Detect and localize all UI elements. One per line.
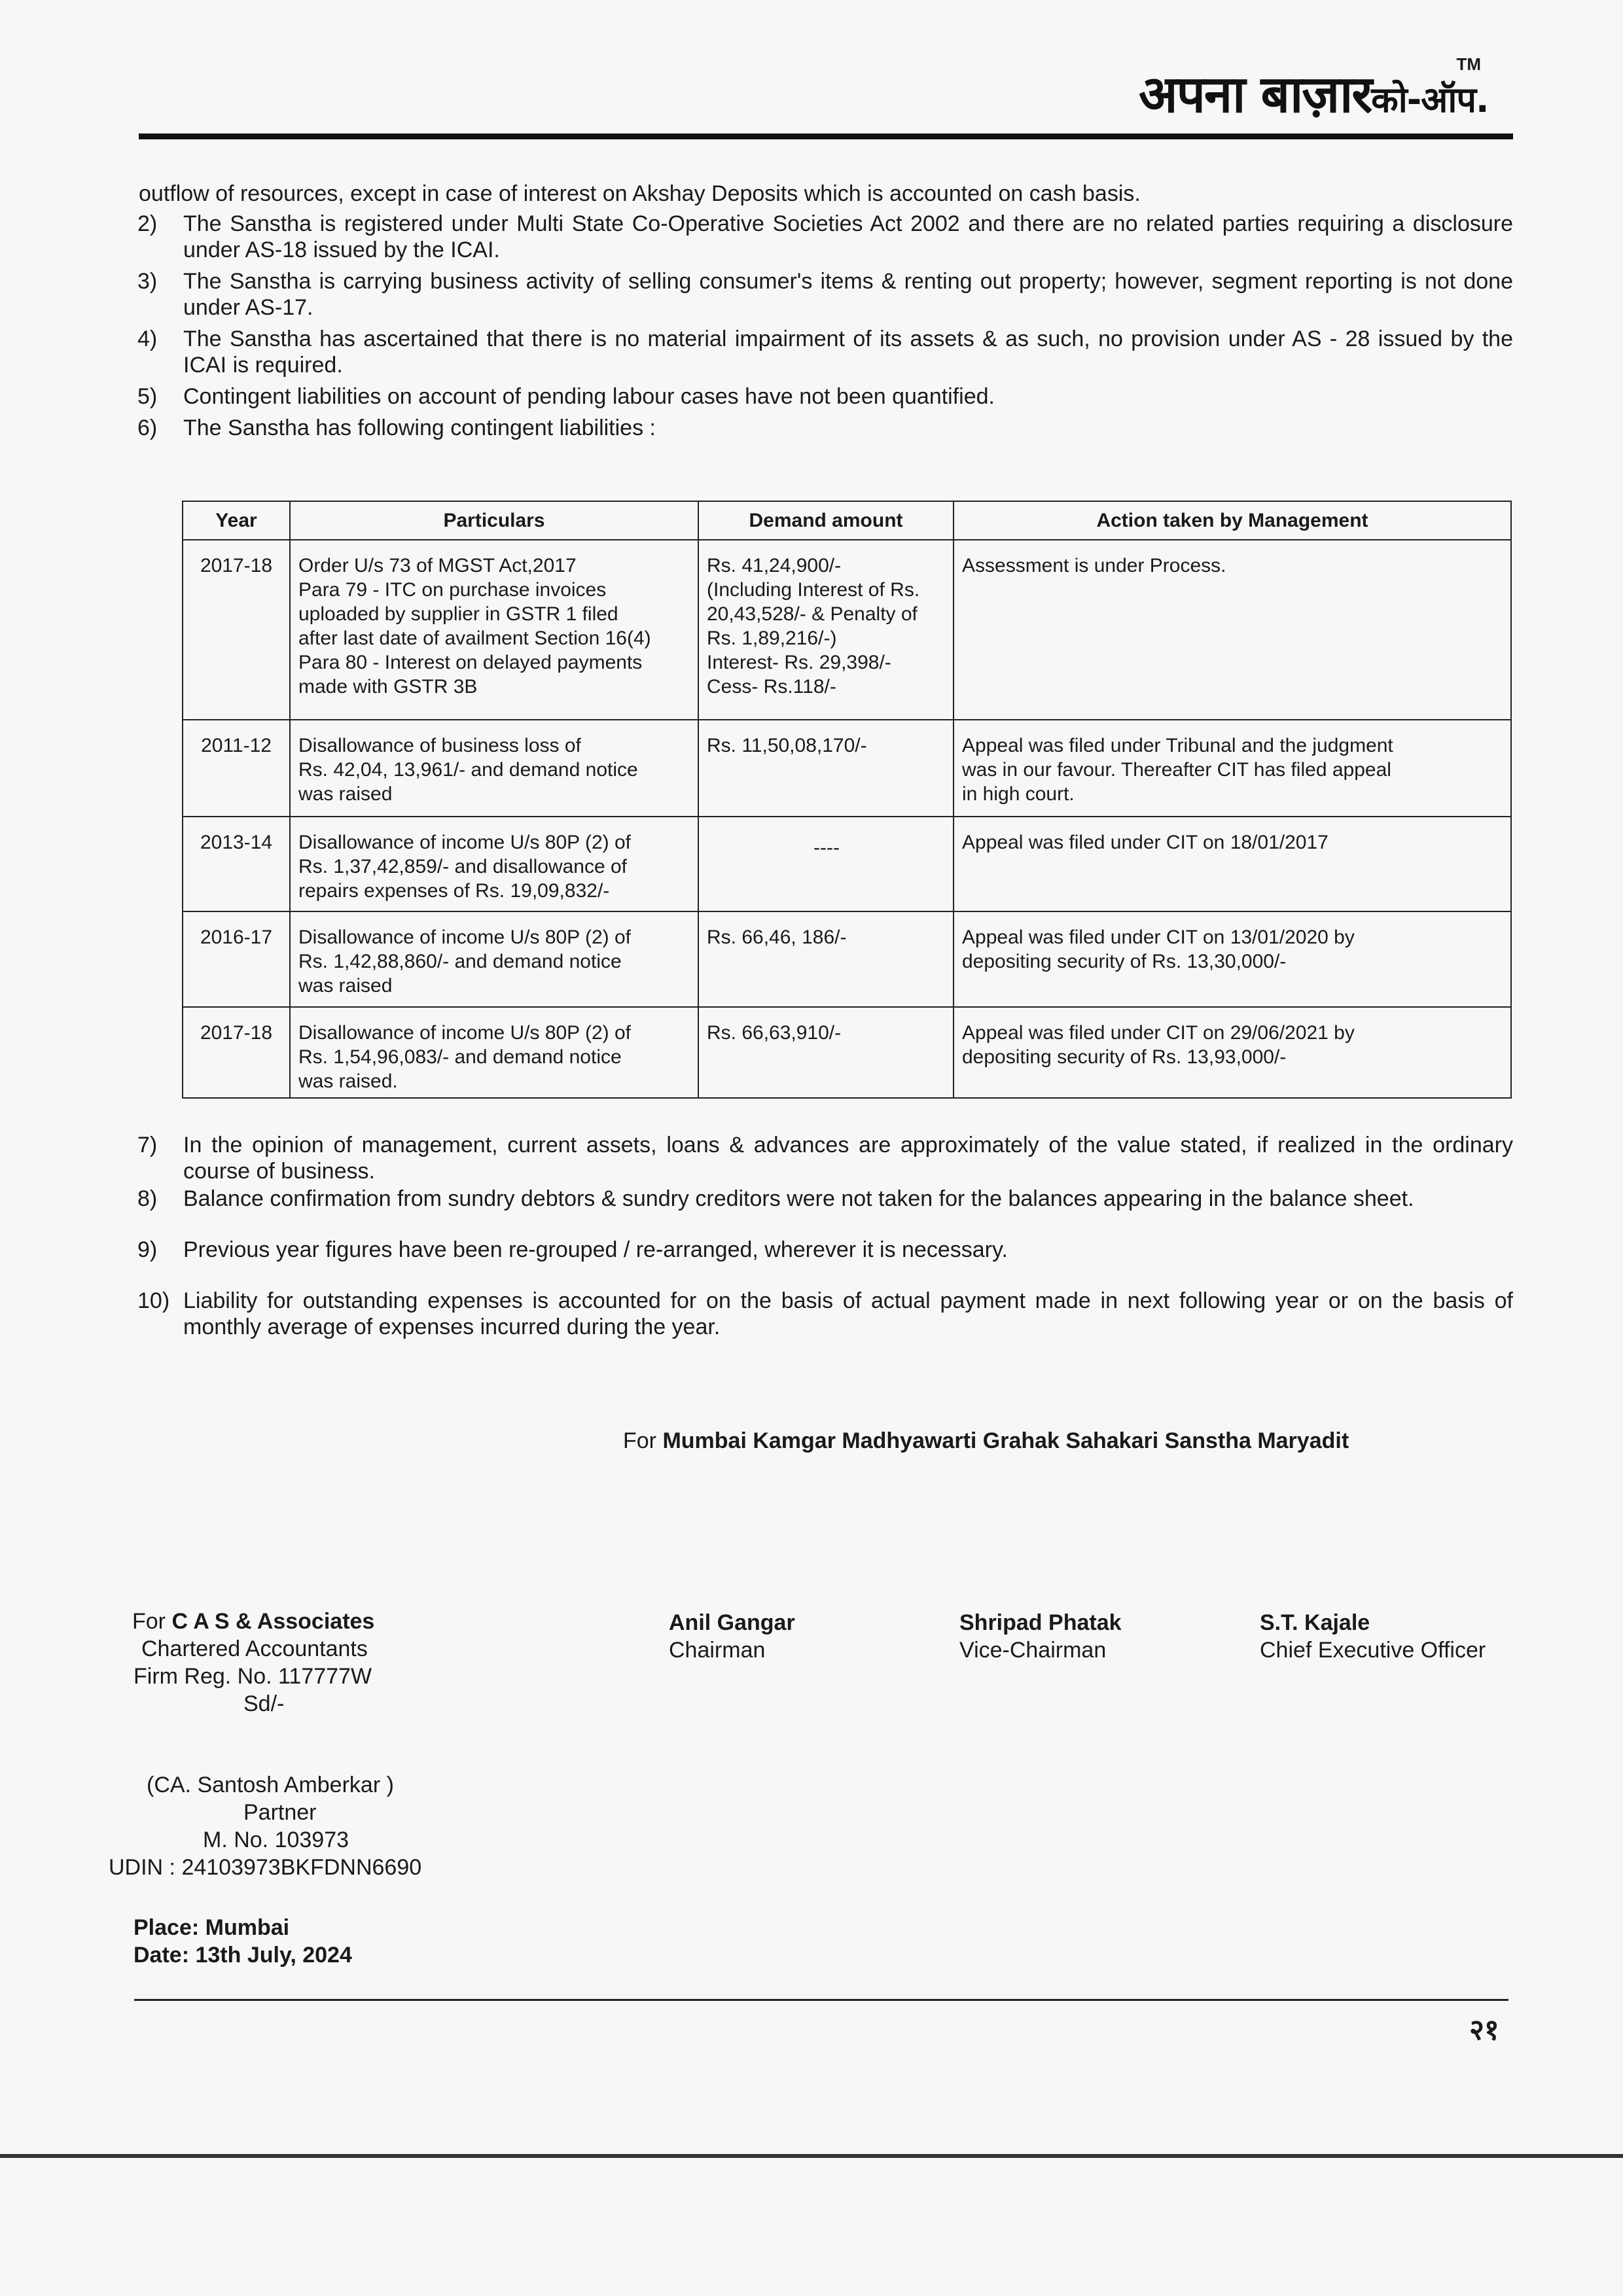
cell-line: Appeal was filed under CIT on 13/01/2020 by — [962, 927, 1355, 948]
note-text: Previous year figures have been re-grouped / re-arranged, wherever it is necessary. — [183, 1237, 1008, 1262]
cell-line: uploaded by supplier in GSTR 1 filed — [298, 603, 618, 625]
cell-line: Rs. 42,04, 13,961/- and demand notice — [298, 759, 638, 781]
officer-chairman — [669, 1609, 795, 1664]
officer-ceo — [1260, 1609, 1486, 1664]
notes-bottom — [137, 1132, 1513, 1340]
header-year: Year — [183, 501, 290, 540]
officer-title: Vice-Chairman — [959, 1638, 1107, 1663]
contingent-liabilities-table — [182, 501, 1512, 1099]
action-cell — [954, 540, 1511, 720]
cell-line: was in our favour. Thereafter CIT has filed appeal — [962, 759, 1391, 781]
demand-cell — [698, 540, 954, 720]
cell-line: was raised — [298, 975, 393, 997]
cell-line: Disallowance of income U/s 80P (2) of — [298, 927, 632, 948]
particulars-cell — [290, 911, 698, 1007]
lead-text: outflow of resources, except in case of interest on Akshay Deposits which is accounted on cash basis. — [139, 181, 1141, 206]
header-action-taken: Action taken by Management — [954, 501, 1511, 540]
auditor-line1: Chartered Accountants — [141, 1636, 368, 1661]
footer-rule — [134, 1999, 1508, 2001]
udin: UDIN : 24103973BKFDNN6690 — [109, 1855, 422, 1880]
demand-cell — [698, 817, 954, 911]
header-particulars: Particulars — [290, 501, 698, 540]
note-number: 7) — [137, 1133, 158, 1157]
partner-title: Partner — [243, 1800, 317, 1825]
logo-sub: को-ऑप. — [1371, 79, 1489, 120]
cell-line: Rs. 1,54,96,083/- and demand notice — [298, 1046, 622, 1068]
table-row — [183, 817, 1511, 911]
page-number: २१ — [1469, 2013, 1499, 2047]
table-row — [183, 911, 1511, 1007]
particulars-cell — [290, 720, 698, 817]
note-number: 3) — [137, 269, 158, 294]
cell-line: Para 79 - ITC on purchase invoices — [298, 579, 607, 601]
cell-line: Order U/s 73 of MGST Act,2017 — [298, 555, 577, 576]
note-item — [137, 326, 1513, 378]
cell-line: Appeal was filed under CIT on 18/01/2017 — [962, 832, 1329, 853]
note-item — [137, 211, 1513, 263]
cell-line: 20,43,528/- & Penalty of — [707, 603, 918, 625]
cell-line: Rs. 11,50,08,170/- — [707, 735, 867, 756]
cell-line: Interest- Rs. 29,398/- — [707, 652, 891, 673]
action-cell — [954, 817, 1511, 911]
action-cell — [954, 720, 1511, 817]
demand-cell — [698, 720, 954, 817]
cell-line: Rs. 41,24,900/- — [707, 555, 842, 576]
particulars-cell — [290, 817, 698, 911]
trademark-mark: TM — [1456, 54, 1481, 74]
officer-name: Anil Gangar — [669, 1610, 795, 1635]
auditor-firm: C A S & Associates — [171, 1609, 375, 1634]
officer-title: Chief Executive Officer — [1260, 1638, 1486, 1663]
auditor-line2: Firm Reg. No. 117777W — [134, 1664, 372, 1689]
cell-line: Rs. 66,63,910/- — [707, 1022, 842, 1044]
note-text: The Sanstha is registered under Multi State Co-Operative Societies Act 2002 and there are no related parties requiring a disclosure under AS-18 issued by the ICAI. — [183, 211, 1513, 262]
logo-wordmark — [1139, 62, 1489, 133]
cell-line: (Including Interest of Rs. — [707, 579, 920, 601]
note-text: Balance confirmation from sundry debtors & sundry creditors were not taken for the balances appearing in the balance sheet. — [183, 1186, 1414, 1211]
cell-line: Assessment is under Process. — [962, 555, 1226, 576]
cell-line: Appeal was filed under Tribunal and the judgment — [962, 735, 1393, 756]
note-item — [137, 268, 1513, 321]
particulars-cell — [290, 1007, 698, 1098]
officer-vice-chairman — [959, 1609, 1122, 1664]
cell-line: in high court. — [962, 783, 1075, 805]
for-organisation-line — [623, 1428, 1349, 1454]
note-item — [137, 1132, 1513, 1184]
demand-cell — [698, 911, 954, 1007]
note-item — [137, 383, 1513, 410]
cell-line: Para 80 - Interest on delayed payments — [298, 652, 643, 673]
cell-line: was raised — [298, 783, 393, 805]
note-number: 4) — [137, 327, 158, 351]
note-number: 8) — [137, 1186, 158, 1211]
cell-line: repairs expenses of Rs. 19,09,832/- — [298, 880, 610, 902]
for-prefix: For — [623, 1428, 656, 1453]
note-text: The Sanstha is carrying business activity of selling consumer's items & renting out property; however, segment reporting is not done under AS-17. — [183, 269, 1513, 320]
note-text: The Sanstha has following contingent liabilities : — [183, 415, 656, 440]
auditor-sd: Sd/- — [243, 1691, 285, 1716]
note-text: In the opinion of management, current assets, loans & advances are approximately of the value stated, if realized in the ordinary course of business. — [183, 1133, 1513, 1184]
officer-title: Chairman — [669, 1638, 766, 1663]
cell-line: Disallowance of income U/s 80P (2) of — [298, 1022, 632, 1044]
membership-number: M. No. 103973 — [203, 1828, 349, 1852]
cell-line: made with GSTR 3B — [298, 676, 478, 698]
note-text: The Sanstha has ascertained that there is no material impairment of its assets & as such, no provision under AS - 28 issued by the ICAI is required. — [183, 327, 1513, 378]
officer-name: Shripad Phatak — [959, 1610, 1122, 1635]
partner-name: (CA. Santosh Amberkar ) — [147, 1773, 394, 1797]
table-row — [183, 1007, 1511, 1098]
scan-edge-line — [0, 2154, 1623, 2158]
auditor-for-prefix: For — [132, 1609, 166, 1634]
year-cell: 2017-18 — [183, 540, 290, 720]
table-header-row — [183, 501, 1511, 540]
officer-name: S.T. Kajale — [1260, 1610, 1370, 1635]
note-number: 9) — [137, 1237, 158, 1262]
action-cell — [954, 911, 1511, 1007]
cell-line: after last date of availment Section 16(4) — [298, 627, 651, 649]
note-number: 5) — [137, 384, 158, 409]
note-number: 2) — [137, 211, 158, 236]
header-demand-amount: Demand amount — [698, 501, 954, 540]
year-cell: 2013-14 — [183, 817, 290, 911]
auditor-block — [132, 1608, 374, 1718]
logo-text: अपना बाज़ार — [1139, 65, 1372, 124]
note-item — [137, 1237, 1513, 1263]
table-row — [183, 540, 1511, 720]
organisation-name: Mumbai Kamgar Madhyawarti Grahak Sahakari Sanstha Maryadit — [662, 1428, 1349, 1453]
cell-line: Rs. 1,42,88,860/- and demand notice — [298, 951, 622, 972]
place: Place: Mumbai — [134, 1915, 290, 1940]
note-item — [137, 415, 1513, 441]
cell-line: Cess- Rs.118/- — [707, 676, 836, 698]
year-cell: 2016-17 — [183, 911, 290, 1007]
table-row — [183, 720, 1511, 817]
cell-line: was raised. — [298, 1070, 398, 1092]
action-cell — [954, 1007, 1511, 1098]
place-date-block — [134, 1914, 352, 1969]
cell-line: depositing security of Rs. 13,93,000/- — [962, 1046, 1287, 1068]
note-text: Contingent liabilities on account of pending labour cases have not been quantified. — [183, 384, 995, 409]
cell-line: Appeal was filed under CIT on 29/06/2021 by — [962, 1022, 1355, 1044]
header-rule — [139, 133, 1513, 139]
cell-line: ---- — [813, 837, 840, 858]
cell-line: depositing security of Rs. 13,30,000/- — [962, 951, 1287, 972]
year-cell: 2011-12 — [183, 720, 290, 817]
particulars-cell — [290, 540, 698, 720]
cell-line: Rs. 66,46, 186/- — [707, 927, 847, 948]
table-body — [183, 540, 1511, 1098]
note-item — [137, 1186, 1513, 1212]
note-number: 10) — [137, 1288, 170, 1313]
demand-cell — [698, 1007, 954, 1098]
year-cell: 2017-18 — [183, 1007, 290, 1098]
note-item — [137, 1288, 1513, 1340]
apna-bazar-logo — [1139, 56, 1515, 134]
date: Date: 13th July, 2024 — [134, 1943, 352, 1968]
cell-line: Rs. 1,89,216/-) — [707, 627, 837, 649]
cell-line: Disallowance of business loss of — [298, 735, 581, 756]
notes-top — [137, 211, 1513, 441]
cell-line: Rs. 1,37,42,859/- and disallowance of — [298, 856, 627, 877]
note-text: Liability for outstanding expenses is accounted for on the basis of actual payment made in next following year or on the basis of monthly average of expenses incurred during the year. — [183, 1288, 1513, 1339]
cell-line: Disallowance of income U/s 80P (2) of — [298, 832, 632, 853]
note-number: 6) — [137, 415, 158, 440]
